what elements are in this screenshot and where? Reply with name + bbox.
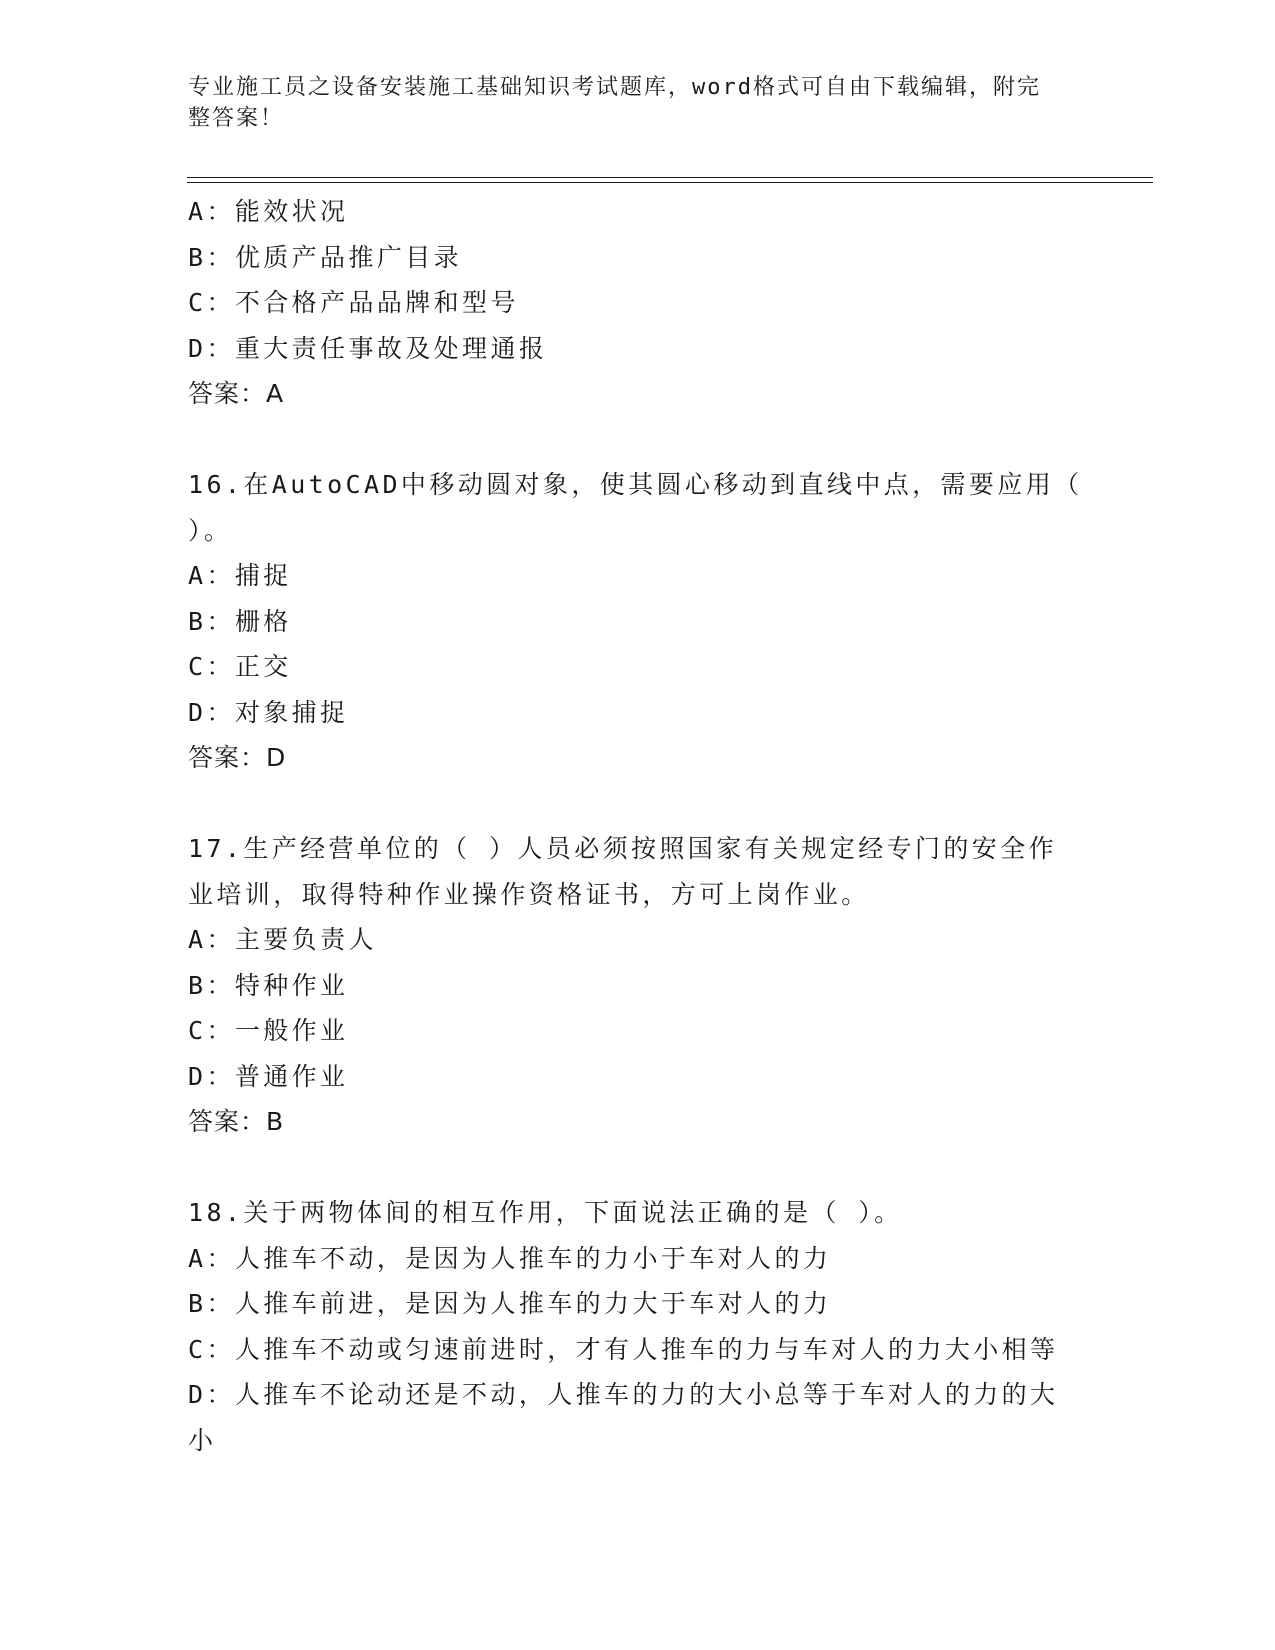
option-b: B：特种作业 [188,970,349,1000]
header-line-2: 整答案！ [188,106,285,131]
option-a: A：主要负责人 [188,925,377,954]
option-b: B：优质产品推广目录 [188,242,463,272]
option-d: D：普通作业 [188,1061,349,1091]
question-list [188,189,1083,1463]
question-text-line-2: ）。 [188,515,233,545]
header-divider-bottom [187,182,1153,183]
question-text-line-1: 17.生产经营单位的（ ）人员必须按照国家有关规定经专门的安全作 [188,834,1058,863]
question-text-line-2: 业培训，取得特种作业操作资格证书，方可上岗作业。 [188,879,870,909]
option-c: C：人推车不动或匀速前进时，才有人推车的力与车对人的力大小相等 [188,1334,1059,1364]
option-d-continuation: 小 [188,1425,217,1455]
option-a: A：捕捉 [188,561,292,590]
spacer [188,417,1068,463]
question-block-18 [188,1190,1068,1463]
question-block-16 [188,462,1083,781]
header-divider-top [187,177,1153,178]
answer-text: 答案：A [188,379,285,408]
answer-text: 答案：B [188,1107,285,1136]
question-text-line-1: 18.关于两物体间的相互作用，下面说法正确的是（ ）。 [188,1198,903,1227]
question-block-15 [188,189,1068,417]
option-d: D：重大责任事故及处理通报 [188,333,548,363]
option-d: D：对象捕捉 [188,697,349,727]
question-block-17 [188,826,1068,1145]
question-text-line-1: 16.在AutoCAD中移动圆对象，使其圆心移动到直线中点，需要应用（ [188,470,1083,499]
option-b: B：栅格 [188,606,292,636]
header-line-1: 专业施工员之设备安装施工基础知识考试题库，word格式可自由下载编辑，附完 [188,75,1041,100]
option-a: A：能效状况 [188,197,349,226]
spacer [188,1145,1068,1191]
option-a: A：人推车不动，是因为人推车的力小于车对人的力 [188,1243,832,1273]
option-b: B：人推车前进，是因为人推车的力大于车对人的力 [188,1289,832,1318]
option-c: C：正交 [188,652,292,681]
option-c: C：不合格产品品牌和型号 [188,288,519,317]
spacer [188,781,1068,827]
option-d: D：人推车不论动还是不动，人推车的力的大小总等于车对人的力的大 [188,1380,1059,1409]
answer-text: 答案：D [188,743,287,772]
document-header [188,72,1068,134]
option-c: C：一般作业 [188,1016,349,1045]
